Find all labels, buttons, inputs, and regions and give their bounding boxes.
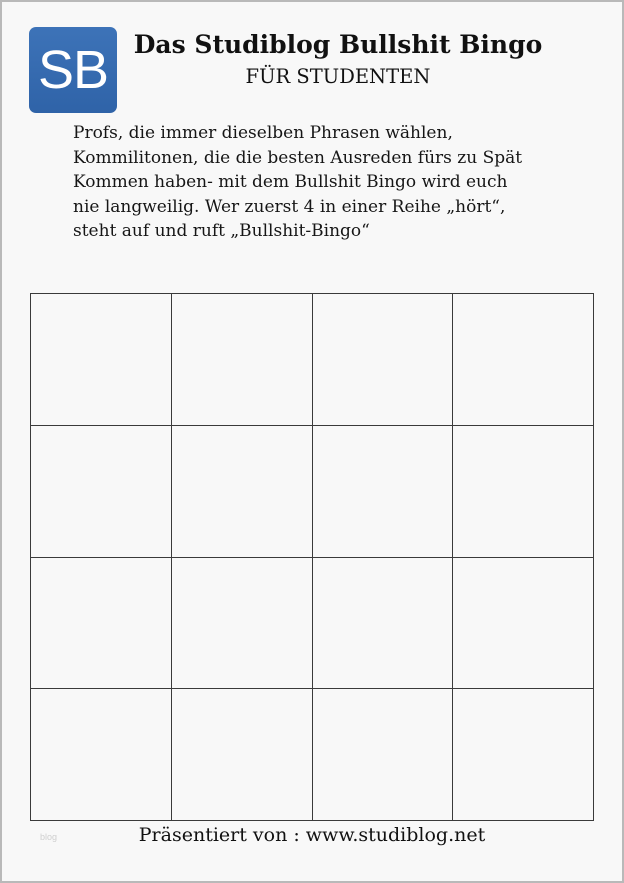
bingo-cell-r4c1: [31, 689, 172, 821]
page-subtitle: FÜR STUDENTEN: [245, 65, 431, 88]
intro-text: [73, 121, 553, 244]
bingo-cell-r4c4: [453, 689, 594, 821]
bingo-grid: [30, 293, 594, 821]
bingo-cell-r2c1: [31, 426, 172, 558]
intro-line: Profs, die immer dieselben Phrasen wählen,: [73, 123, 453, 143]
bingo-cell-r3c4: [453, 558, 594, 690]
bingo-cell-r1c3: [313, 294, 454, 426]
studiblog-logo: SB: [29, 27, 117, 113]
bingo-cell-r2c2: [172, 426, 313, 558]
intro-line: nie langweilig. Wer zuerst 4 in einer Reihe „hört“,: [73, 196, 506, 217]
page-title: Das Studiblog Bullshit Bingo: [133, 30, 543, 59]
bingo-cell-r2c3: [313, 426, 454, 558]
bingo-cell-r3c2: [172, 558, 313, 690]
bingo-cell-r3c3: [313, 558, 454, 690]
footer-credit: Präsentiert von : www.studiblog.net: [138, 824, 486, 846]
watermark: blog: [40, 832, 58, 842]
bingo-cell-r2c4: [453, 426, 594, 558]
bingo-cell-r1c4: [453, 294, 594, 426]
intro-line: steht auf und ruft „Bullshit-Bingo“: [73, 221, 370, 241]
bingo-cell-r1c2: [172, 294, 313, 426]
bingo-cell-r4c3: [313, 689, 454, 821]
bingo-cell-r1c1: [31, 294, 172, 426]
intro-line: Kommen haben- mit dem Bullshit Bingo wird euch: [73, 172, 508, 192]
bingo-cell-r3c1: [31, 558, 172, 690]
bingo-cell-r4c2: [172, 689, 313, 821]
intro-line: Kommilitonen, die die besten Ausreden fürs zu Spät: [73, 147, 523, 168]
